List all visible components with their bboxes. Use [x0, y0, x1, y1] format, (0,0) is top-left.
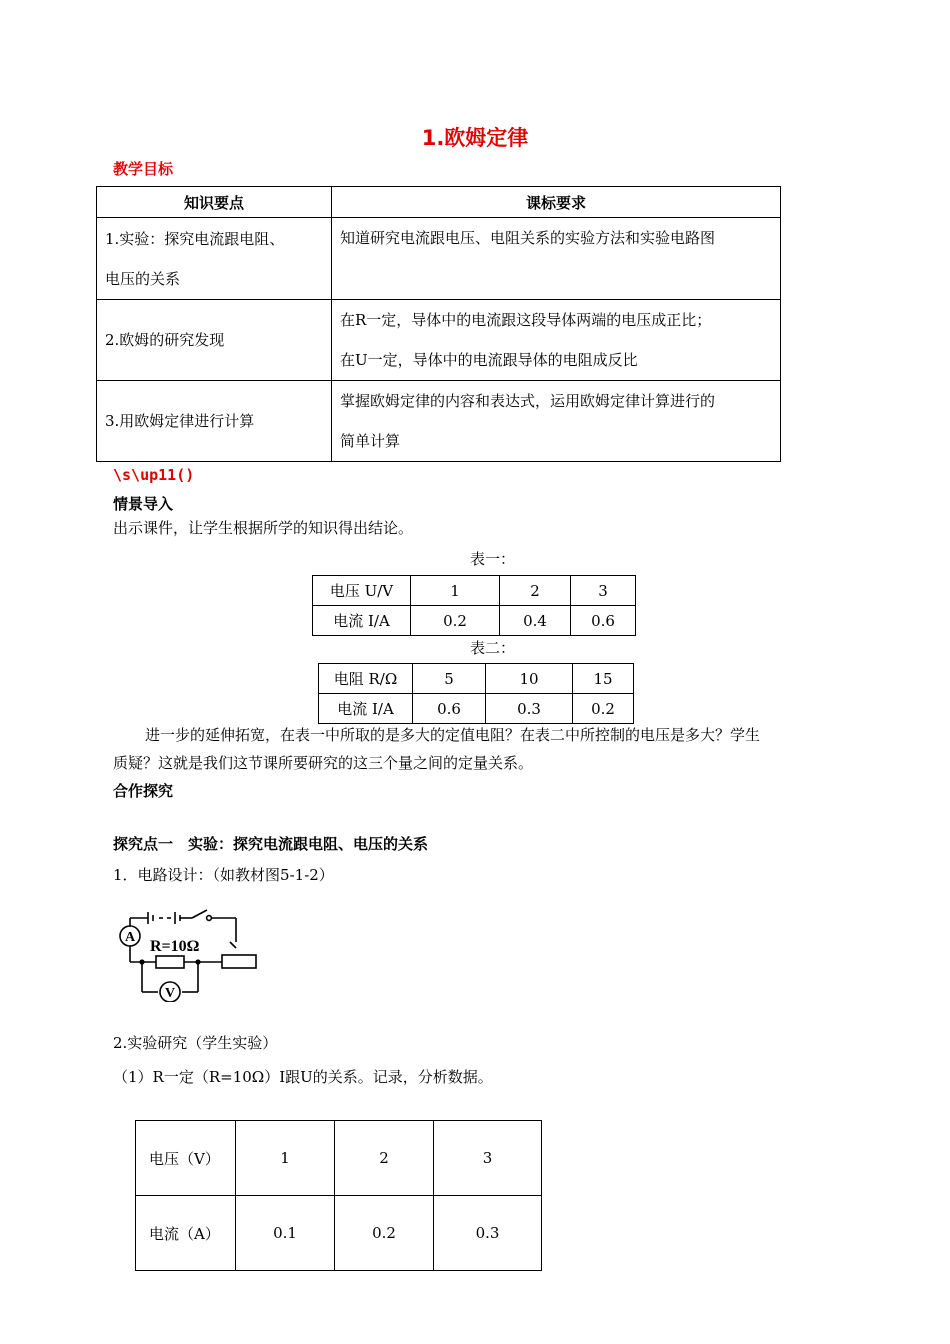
resistor-label: R=10Ω: [150, 938, 200, 955]
section-teaching-goals: 教学目标: [113, 160, 174, 178]
page-title: 1.欧姆定律: [421, 126, 529, 150]
ammeter-label: A: [124, 930, 136, 945]
table-row: 电流（A） 0.1 0.2 0.3: [136, 1196, 542, 1271]
step2-text: 2.实验研究（学生实验）: [113, 1034, 278, 1052]
extend-text-line2: 质疑？这就是我们这节课所要研究的这三个量之间的定量关系。: [113, 754, 534, 772]
step1-text: 1．电路设计：（如教材图5-1-2）: [113, 866, 334, 884]
goals-cell-point: 3.用欧姆定律进行计算: [97, 381, 332, 462]
section-intro: 情景导入: [113, 495, 174, 513]
table2-caption: 表二：: [470, 639, 516, 657]
goals-cell-requirement: 在R一定，导体中的电流跟这段导体两端的电压成正比； 在U一定，导体中的电流跟导体的电阻成反比: [332, 300, 781, 381]
data-table-1: [312, 575, 636, 636]
table-row: [97, 381, 781, 462]
goals-cell-point: 2.欧姆的研究发现: [97, 300, 332, 381]
explore-point-heading: 探究点一 实验：探究电流跟电阻、电压的关系: [113, 835, 429, 853]
table-row: 电压 U/V 1 2 3: [313, 576, 636, 606]
data-table-2: [318, 663, 634, 724]
extend-text-line1: 进一步的延伸拓宽，在表一中所取的是多大的定值电阻？在表二中所控制的电压是多大？学生: [145, 726, 761, 744]
stray-field-code: \s\up11(): [113, 466, 195, 484]
step2-sub-text: （1）R一定（R=10Ω）I跟U的关系。记录，分析数据。: [113, 1068, 493, 1086]
section-coop: 合作探究: [113, 782, 174, 800]
data-table-3: [135, 1120, 542, 1271]
goals-cell-requirement: 知道研究电流跟电压、电阻关系的实验方法和实验电路图: [332, 218, 781, 300]
goals-cell-requirement: 掌握欧姆定律的内容和表达式，运用欧姆定律计算进行的 简单计算: [332, 381, 781, 462]
table-row: [97, 300, 781, 381]
goals-header-point: 知识要点: [97, 187, 332, 218]
intro-text: 出示课件，让学生根据所学的知识得出结论。: [113, 519, 414, 537]
table-row: [97, 218, 781, 300]
table-row: 电流 I/A 0.2 0.4 0.6: [313, 606, 636, 636]
table-row: 电压（V） 1 2 3: [136, 1121, 542, 1196]
table1-caption: 表一：: [470, 550, 516, 568]
goals-cell-point: 1.实验：探究电流跟电阻、 电压的关系: [97, 218, 332, 300]
goals-table: [96, 186, 781, 462]
goals-header-requirement: 课标要求: [332, 187, 781, 218]
circuit-diagram: [110, 900, 260, 1002]
voltmeter-label: V: [164, 986, 176, 1001]
table-row: 电阻 R/Ω 5 10 15: [319, 664, 634, 694]
table-row: 电流 I/A 0.6 0.3 0.2: [319, 694, 634, 724]
